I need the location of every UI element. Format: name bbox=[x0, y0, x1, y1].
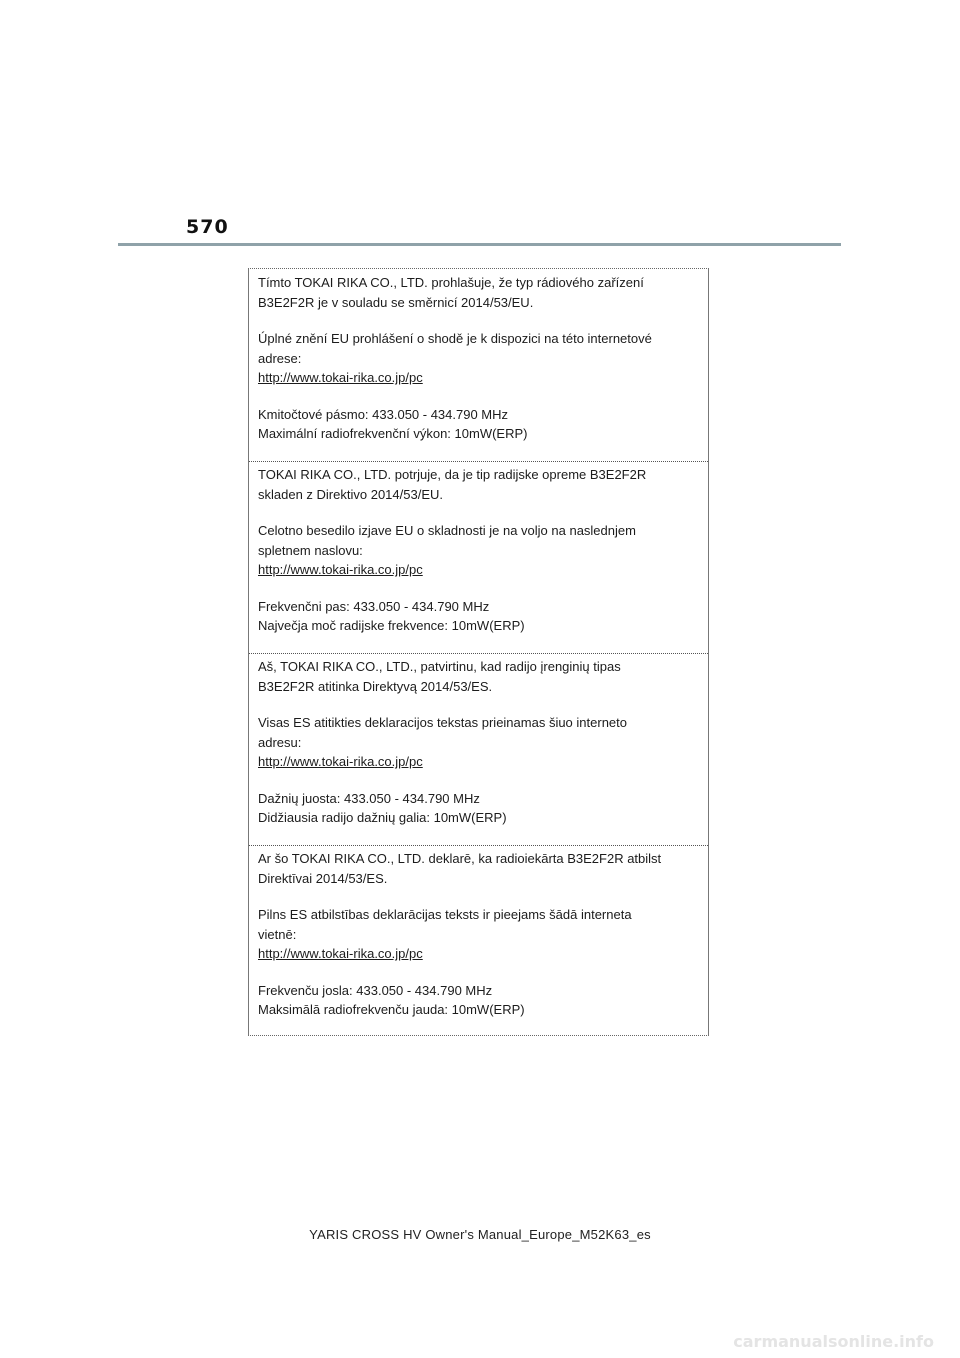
text-line: Največja moč radijske frekvence: 10mW(ERP) bbox=[258, 618, 525, 633]
text-line: Visas ES atitikties deklaracijos tekstas prieinamas šiuo interneto bbox=[258, 715, 627, 730]
text-line: Frekvenču josla: 433.050 - 434.790 MHz bbox=[258, 982, 493, 998]
page-footer: YARIS CROSS HV Owner's Manual_Europe_M52K63_es bbox=[309, 1227, 651, 1242]
text-line: Pilns ES atbilstības deklarācijas teksts ir pieejams šādā interneta bbox=[258, 907, 632, 922]
text-line: vietnē: bbox=[258, 926, 297, 942]
text-line: Didžiausia radijo dažnių galia: 10mW(ERP) bbox=[258, 810, 507, 825]
technical-specs bbox=[258, 789, 698, 828]
text-line: B3E2F2R atitinka Direktyvą 2014/53/ES. bbox=[258, 678, 493, 694]
text-line: Direktīvai 2014/53/ES. bbox=[258, 870, 388, 886]
text-line: TOKAI RIKA CO., LTD. potrjuje, da je tip radijske opreme B3E2F2R bbox=[258, 467, 647, 482]
declaration-link[interactable]: http://www.tokai-rika.co.jp/pc bbox=[258, 370, 423, 385]
text-line: skladen z Direktivo 2014/53/EU. bbox=[258, 486, 443, 502]
text-line: Tímto TOKAI RIKA CO., LTD. prohlašuje, že typ rádiového zařízení bbox=[258, 275, 644, 290]
declaration-statement bbox=[258, 849, 698, 888]
text-line: Maximální radiofrekvenční výkon: 10mW(ERP) bbox=[258, 426, 528, 441]
text-line: Celotno besedilo izjave EU o skladnosti je na voljo na naslednjem bbox=[258, 523, 636, 538]
declaration-section-cs bbox=[249, 269, 708, 444]
technical-specs bbox=[258, 597, 698, 636]
header-rule bbox=[118, 243, 841, 246]
technical-specs bbox=[258, 981, 698, 1020]
declaration-statement bbox=[258, 465, 698, 504]
declaration-link[interactable]: http://www.tokai-rika.co.jp/pc bbox=[258, 754, 423, 769]
watermark: carmanualsonline.info bbox=[733, 1332, 934, 1351]
text-line: Maksimālā radiofrekvenču jauda: 10mW(ERP) bbox=[258, 1002, 525, 1017]
availability-statement bbox=[258, 329, 698, 368]
text-line: B3E2F2R je v souladu se směrnicí 2014/53/EU. bbox=[258, 294, 534, 310]
text-line: adrese: bbox=[258, 350, 302, 366]
page-number: 570 bbox=[186, 216, 229, 238]
declaration-link[interactable]: http://www.tokai-rika.co.jp/pc bbox=[258, 562, 423, 577]
declaration-section-lt bbox=[249, 653, 708, 828]
text-line: Aš, TOKAI RIKA CO., LTD., patvirtinu, kad radijo įrenginių tipas bbox=[258, 659, 621, 674]
declaration-link[interactable]: http://www.tokai-rika.co.jp/pc bbox=[258, 946, 423, 961]
technical-specs bbox=[258, 405, 698, 444]
text-line: Úplné znění EU prohlášení o shodě je k dispozici na této internetové bbox=[258, 331, 652, 346]
text-line: Dažnių juosta: 433.050 - 434.790 MHz bbox=[258, 790, 480, 806]
availability-statement bbox=[258, 521, 698, 560]
declaration-section-sl bbox=[249, 461, 708, 636]
availability-statement bbox=[258, 905, 698, 944]
availability-statement bbox=[258, 713, 698, 752]
declaration-statement bbox=[258, 273, 698, 312]
text-line: Kmitočtové pásmo: 433.050 - 434.790 MHz bbox=[258, 406, 509, 422]
declaration-statement bbox=[258, 657, 698, 696]
text-line: Frekvenčni pas: 433.050 - 434.790 MHz bbox=[258, 598, 490, 614]
text-line: adresu: bbox=[258, 734, 302, 750]
declaration-box bbox=[248, 268, 709, 1036]
text-line: Ar šo TOKAI RIKA CO., LTD. deklarē, ka radioiekārta B3E2F2R atbilst bbox=[258, 851, 662, 866]
text-line: spletnem naslovu: bbox=[258, 542, 363, 558]
declaration-section-lv bbox=[249, 845, 708, 1020]
